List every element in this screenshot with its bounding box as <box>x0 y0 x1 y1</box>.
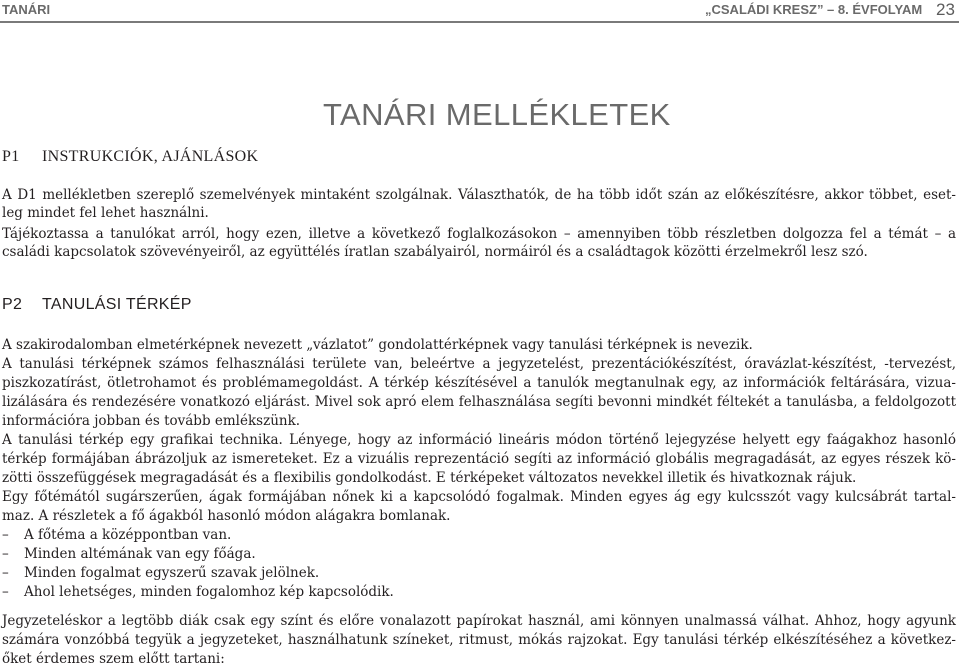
bullet-item <box>2 545 256 563</box>
paragraph-line: A tanulási térképnek számos felhasználási területe van, beleértve a jegyzetelést, prezentációkészítést, óravázlat-készítést, -tervezést, <box>2 356 956 372</box>
paragraph-line: Tájékoztassa a tanulókat arról, hogy ezen, illetve a következő foglalkozásokon – amennyiben több részletben dolgozza fel a témát – a <box>2 226 956 242</box>
paragraph-line: számára vonzóbbá tegyük a jegyzeteket, használhatunk színeket, ritmust, mókás rajzokat. Egy tanulási térkép elkészítéséhez a következ- <box>2 632 956 648</box>
header-book-title: „CSALÁDI KRESZ” – 8. ÉVFOLYAM <box>705 2 923 17</box>
bullet-text: Ahol lehetséges, minden fogalomhoz kép kapcsolódik. <box>24 584 394 600</box>
header-rule <box>0 21 959 23</box>
paragraph-line: Egy főtémától sugárszerűen, ágak formájában nőnek ki a kapcsolódó fogalmak. Minden egyes ág egy kulcsszót vagy kulcsábrát tartal- <box>2 489 956 505</box>
paragraph-line: A szakirodalomban elmetérképnek nevezett „vázlatot” gondolattérképnek vagy tanulási térképnek is nevezik. <box>2 337 753 353</box>
paragraph-line: A D1 mellékletben szereplő szemelvények mintaként szolgálnak. Választhatók, de ha több időt szán az előkészítésre, akkor többet, eset- <box>2 187 956 203</box>
paragraph-line: őket érdemes szem előtt tartani: <box>2 651 225 667</box>
paragraph-line: piszkozatírást, ötletrohamot és problémamegoldást. A térkép készítésével a tanulók megtanulnak egy, az információk feltárására, vizua- <box>2 375 956 391</box>
section-code: P2 <box>2 296 23 313</box>
bullet-item <box>2 583 394 601</box>
bullet-text: Minden fogalmat egyszerű szavak jelölnek. <box>24 565 320 581</box>
paragraph-line: információra jobban és tovább emlékszünk. <box>2 413 301 429</box>
page-number: 23 <box>936 0 955 19</box>
paragraph-line: lizálására és rendezésére vonatkozó eljárást. Mivel sok apró elem felhasználása segíti bevonni mindkét féltekét a tanulásba, a feldolgozott <box>2 394 956 410</box>
bullet-text: A főtéma a középpontban van. <box>24 527 232 543</box>
section-heading-p2 <box>2 296 192 314</box>
bullet-dash: – <box>2 546 9 562</box>
section-heading-p1 <box>2 148 258 166</box>
paragraph-line: térkép formájában ábrázoljuk az ismereteket. Ez a vizuális reprezentáció segíti az információ globális megragadását, az egyes részek kö- <box>2 451 956 467</box>
bullet-item <box>2 526 231 544</box>
section-title: TANULÁSI TÉRKÉP <box>42 296 192 313</box>
header-left-label: TANÁRI <box>2 2 51 17</box>
section-code: P1 <box>2 148 20 165</box>
page-title: TANÁRI MELLÉKLETEK <box>323 97 671 132</box>
paragraph-line: Jegyzeteléskor a legtöbb diák csak egy színt és előre vonalazott papírokat használ, ami könnyen unalmassá válhat. Ahhoz, hogy agyunk <box>2 613 956 629</box>
bullet-text: Minden altémának van egy főága. <box>24 546 256 562</box>
paragraph-line: maz. A részletek a fő ágakból hasonló módon alágakra bomlanak. <box>2 508 451 524</box>
running-header <box>0 0 959 22</box>
section-title: INSTRUKCIÓK, AJÁNLÁSOK <box>42 148 259 165</box>
paragraph-line: zötti összefüggések megragadását és a flexibilis gondolkodást. E térképeket változatos nevekkel illetik és hivatkoznak rájuk. <box>2 470 857 486</box>
bullet-dash: – <box>2 565 9 581</box>
paragraph-line: A tanulási térkép egy grafikai technika. Lényege, hogy az információ lineáris módon történő lejegyzése helyett egy faágakhoz hasonló <box>2 432 956 448</box>
bullet-dash: – <box>2 527 9 543</box>
paragraph-line: családi kapcsolatok szövevényeiről, az együttélés íratlan szabályairól, normáiról és a családtagok közötti érzelmekről lesz szó. <box>2 244 868 260</box>
bullet-item <box>2 564 319 582</box>
paragraph-line: leg mindet fel lehet használni. <box>2 205 209 221</box>
bullet-dash: – <box>2 584 9 600</box>
